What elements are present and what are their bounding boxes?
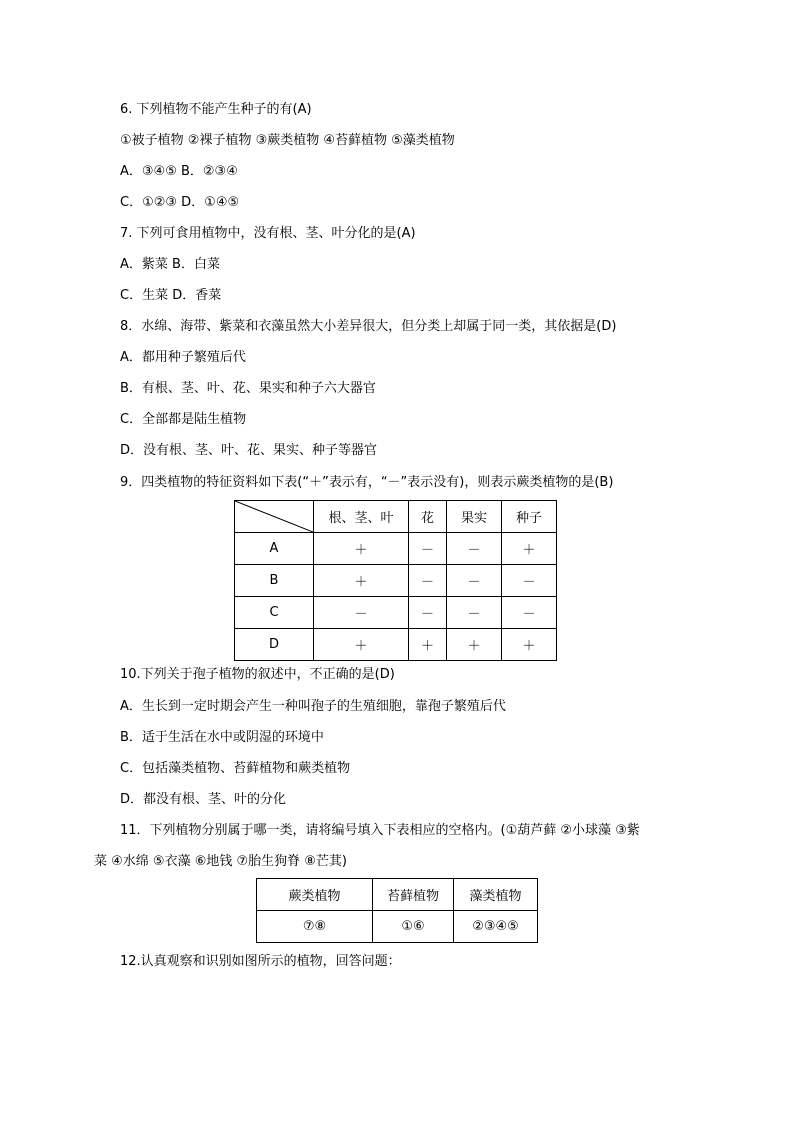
- q9-header-cell: 种子: [502, 501, 557, 533]
- q8-option-d: D．没有根、茎、叶、花、果实、种子等器官: [120, 443, 378, 458]
- q11-header-cell: 藻类植物: [454, 879, 538, 911]
- q9-row-d: [235, 629, 557, 661]
- q8-option-b: B．有根、茎、叶、花、果实和种子六大器官: [120, 381, 376, 396]
- q9-row-b: [235, 565, 557, 597]
- q7-stem: 7. 下列可食用植物中，没有根、茎、叶分化的是(A): [120, 226, 416, 241]
- q11-answer-cell: ②③④⑤: [454, 911, 538, 943]
- q7-options-ab: A．紫菜 B．白菜: [120, 257, 220, 272]
- q11-stem-line1: 11．下列植物分别属于哪一类，请将编号填入下表相应的空格内。(①葫芦藓 ②小球藻 ③紫: [120, 823, 640, 838]
- q11-answer-cell: ⑦⑧: [257, 911, 373, 943]
- q9-cell: ＋: [409, 629, 447, 661]
- q12-stem: 12.认真观察和识别如图所示的植物，回答问题：: [120, 954, 401, 969]
- q6-stem: 6. 下列植物不能产生种子的有(A): [120, 102, 312, 117]
- q11-header-cell: 蕨类植物: [257, 879, 373, 911]
- q10-stem: 10.下列关于孢子植物的叙述中，不正确的是(D): [120, 667, 395, 682]
- q9-cell: －: [502, 597, 557, 629]
- q11-answer-cell: ①⑥: [373, 911, 454, 943]
- q9-cell: ＋: [314, 565, 409, 597]
- q9-row-label: C: [235, 597, 314, 629]
- diagonal-line: [235, 501, 313, 532]
- q6-items: ①被子植物 ②裸子植物 ③蕨类植物 ④苔藓植物 ⑤藻类植物: [120, 133, 455, 148]
- q11-header-row: [257, 879, 538, 911]
- q9-row-label: D: [235, 629, 314, 661]
- q8-option-a: A．都用种子繁殖后代: [120, 350, 246, 365]
- q9-cell: －: [447, 597, 502, 629]
- q9-header-row: [235, 501, 557, 533]
- q8-stem: 8．水绵、海带、紫菜和衣藻虽然大小差异很大，但分类上却属于同一类，其依据是(D): [120, 319, 617, 334]
- q9-feature-table: [234, 500, 557, 661]
- q10-option-c: C．包括藻类植物、苔藓植物和蕨类植物: [120, 761, 351, 776]
- q11-answer-row: [257, 911, 538, 943]
- q9-stem: 9．四类植物的特征资料如下表(“＋”表示有，“－”表示没有)，则表示蕨类植物的是(B): [120, 475, 614, 490]
- q8-option-c: C．全部都是陆生植物: [120, 412, 247, 427]
- q9-row-c: [235, 597, 557, 629]
- q9-cell: －: [409, 597, 447, 629]
- q9-row-label: B: [235, 565, 314, 597]
- q9-cell: －: [447, 533, 502, 565]
- q9-cell: ＋: [314, 629, 409, 661]
- q9-cell: ＋: [314, 533, 409, 565]
- q7-options-cd: C．生菜 D．香菜: [120, 288, 222, 303]
- q9-cell: ＋: [447, 629, 502, 661]
- q9-cell: －: [502, 565, 557, 597]
- q9-cell: －: [447, 565, 502, 597]
- q9-cell: ＋: [502, 533, 557, 565]
- q9-row-label: A: [235, 533, 314, 565]
- q9-row-a: [235, 533, 557, 565]
- q9-header-cell: 果实: [447, 501, 502, 533]
- q9-cell: －: [409, 565, 447, 597]
- q9-cell: －: [409, 533, 447, 565]
- q10-option-d: D．都没有根、茎、叶的分化: [120, 792, 287, 807]
- q9-header-cell: 根、茎、叶: [314, 501, 409, 533]
- q6-options-ab: A．③④⑤ B．②③④: [120, 164, 238, 179]
- q9-cell: ＋: [502, 629, 557, 661]
- q9-corner-cell: [235, 501, 314, 533]
- q11-stem-line2: 菜 ④水绵 ⑤衣藻 ⑥地钱 ⑦胎生狗脊 ⑧芒萁): [94, 854, 348, 869]
- q9-cell: －: [314, 597, 409, 629]
- q9-header-cell: 花: [409, 501, 447, 533]
- q11-header-cell: 苔藓植物: [373, 879, 454, 911]
- q11-classification-table: [256, 878, 538, 943]
- q10-option-b: B．适于生活在水中或阴湿的环境中: [120, 730, 324, 745]
- q6-options-cd: C．①②③ D．①④⑤: [120, 195, 240, 210]
- q10-option-a: A．生长到一定时期会产生一种叫孢子的生殖细胞，靠孢子繁殖后代: [120, 699, 506, 714]
